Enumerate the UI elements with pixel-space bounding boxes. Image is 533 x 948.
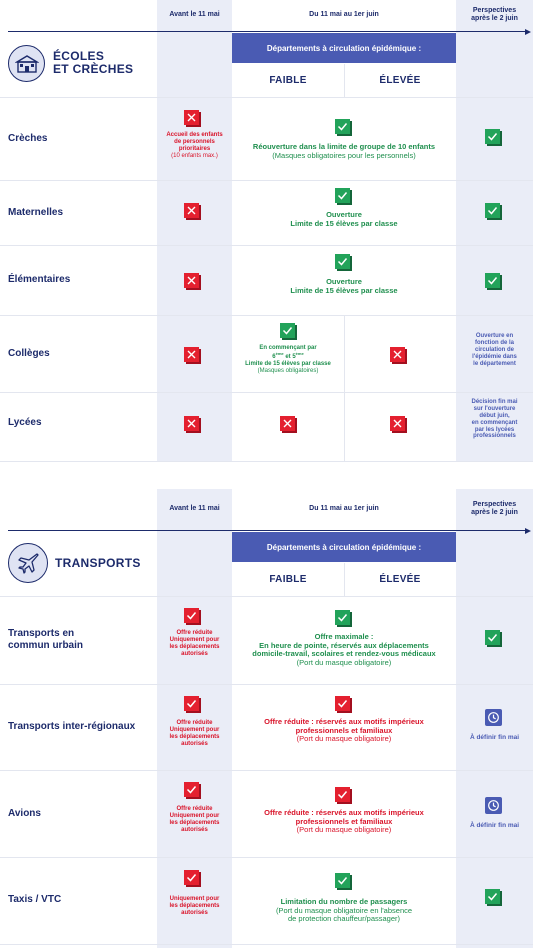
cell-line: Limite de 15 élèves par classe — [290, 218, 398, 228]
check-red-icon — [184, 782, 201, 799]
cell-before — [157, 806, 232, 834]
cell-line: En commençant par — [259, 345, 317, 351]
cell-line: circulation de — [474, 346, 514, 353]
cell-line: prioritaires — [178, 145, 211, 152]
check-icon — [335, 610, 352, 627]
cross-icon — [390, 416, 407, 433]
ordinal-suffix: ème — [275, 350, 284, 356]
cell-after — [456, 399, 533, 440]
cell-line: professionnels — [473, 433, 516, 440]
cell-line: professionnels et familiaux — [295, 816, 393, 826]
divider — [0, 857, 533, 858]
check-icon — [485, 630, 502, 647]
section-icon-schools — [8, 45, 45, 82]
section-icon-transports — [8, 543, 48, 583]
section-title-schools — [53, 50, 133, 76]
section-title-line1: ÉCOLES — [53, 49, 105, 63]
divider — [0, 944, 533, 945]
cell-line: (Port du masque obligatoire) — [296, 734, 392, 744]
column-header-after-line1: Perspectives — [472, 6, 517, 14]
cell-line: les déplacements — [169, 733, 220, 740]
cross-icon — [184, 416, 201, 433]
column-header-after — [456, 0, 533, 30]
check-red-icon — [335, 696, 352, 713]
timeline-arrow — [8, 31, 526, 32]
column-header-during: Du 11 mai au 1er juin — [309, 10, 379, 18]
cell-line: (Port du masque obligatoire en l'absence — [275, 905, 413, 915]
cell-before — [157, 630, 232, 658]
cell-line: professionnels et familiaux — [295, 725, 393, 735]
subheader-low: FAIBLE — [269, 75, 307, 86]
cell-line: Uniquement pour — [169, 896, 220, 902]
divider — [344, 563, 345, 596]
cell-line: (Masques obligatoires) — [257, 367, 319, 374]
cell-line: Limite de 15 élèves par classe — [290, 285, 398, 295]
row-label-line: Transports en — [8, 628, 75, 639]
divider — [0, 245, 533, 246]
cell-line: sur l'ouverture — [473, 405, 516, 412]
cell-line: (10 enfants max.) — [171, 152, 218, 159]
check-red-icon — [184, 696, 201, 713]
cell-line: domicile-travail, scolaires et rendez-vous médicaux — [252, 649, 436, 659]
arrow-head-icon — [525, 528, 531, 534]
grade: 6 — [272, 353, 276, 360]
check-red-icon — [184, 870, 201, 887]
cell-line: par les lycées — [474, 426, 515, 433]
check-red-icon — [184, 608, 201, 625]
column-header-before: Avant le 11 mai — [169, 10, 220, 18]
divider — [344, 315, 345, 462]
check-icon — [485, 129, 502, 146]
cell-line — [232, 352, 344, 361]
cell-line: les déplacements — [169, 643, 220, 650]
cell-line: (Port du masque obligatoire) — [296, 657, 392, 667]
check-icon — [335, 119, 352, 136]
cell-during — [232, 633, 456, 668]
column-header-after — [456, 489, 533, 529]
section-title-line2: ET CRÈCHES — [53, 62, 134, 77]
check-red-icon — [335, 787, 352, 804]
cell-line: (Masques obligatoires pour les personnels) — [272, 150, 416, 160]
ordinal-suffix: ème — [295, 350, 304, 356]
row-label: Crèches — [8, 132, 48, 144]
cell-line: Ouverture en — [475, 333, 514, 339]
cell-line: Limite de 15 élèves par classe — [245, 360, 331, 367]
cell-low — [232, 345, 344, 375]
cell-after: À définir fin mai — [469, 822, 520, 829]
cell-line: Offre réduite — [176, 630, 213, 636]
cell-during — [232, 211, 456, 228]
cell-during — [232, 143, 456, 160]
cross-icon — [184, 347, 201, 364]
row-label — [8, 596, 83, 684]
row-label: Taxis / VTC — [8, 894, 62, 905]
divider — [0, 180, 533, 181]
cross-icon — [184, 110, 201, 127]
school-icon — [15, 54, 39, 74]
cell-line: Réouverture dans la limite de groupe de 10 enfants — [252, 142, 436, 151]
cell-line: Offre réduite : réservés aux motifs impérieux — [264, 808, 424, 817]
row-label: Transports inter-régionaux — [8, 721, 136, 732]
cell-line: de protection chauffeur/passager) — [287, 914, 401, 924]
cell-during — [232, 278, 456, 295]
timeline-arrow — [8, 530, 526, 531]
cell-line: en commençant — [471, 419, 518, 426]
cell-line: En heure de pointe, réservés aux déplacements — [259, 640, 429, 650]
row-label: Élémentaires — [8, 274, 71, 285]
column-header-after-line1: Perspectives — [472, 500, 517, 508]
cell-line: Limitation du nombre de passagers — [280, 897, 408, 906]
cross-icon — [184, 273, 201, 290]
row-label: Collèges — [8, 347, 50, 359]
cell-line: (Port du masque obligatoire) — [296, 825, 392, 835]
cell-line: Uniquement pour — [169, 812, 220, 819]
cell-line: début juin, — [479, 412, 510, 419]
epidemic-banner: Départements à circulation épidémique : — [232, 532, 456, 562]
cell-line: Accueil des enfants — [166, 132, 223, 138]
subheader-high: ÉLEVÉE — [379, 574, 421, 585]
column-header-after-line2: après le 2 juin — [471, 509, 518, 516]
cell-line: autorisés — [181, 909, 208, 916]
cell-line: Offre réduite — [176, 806, 213, 812]
row-label: Avions — [8, 807, 41, 819]
check-icon — [335, 254, 352, 271]
airplane-icon — [16, 551, 40, 575]
cell-before — [157, 132, 232, 160]
cell-line: autorisés — [181, 650, 208, 657]
cell-line: Offre réduite : réservés aux motifs impérieux — [264, 717, 424, 726]
divider — [0, 392, 533, 393]
cell-line: de personnels — [174, 138, 215, 145]
clock-icon — [485, 797, 502, 814]
cross-icon — [184, 203, 201, 220]
row-label: Lycées — [8, 417, 42, 428]
cell-line: Uniquement pour — [169, 726, 220, 733]
cell-during — [232, 809, 456, 835]
cell-line: autorisés — [181, 826, 208, 833]
cell-after: À définir fin mai — [469, 734, 520, 741]
cell-line: Ouverture — [326, 277, 362, 286]
divider — [0, 461, 533, 462]
cell-line: Offre maximale : — [314, 632, 374, 641]
divider — [0, 97, 533, 98]
section-title-transports: TRANSPORTS — [55, 556, 141, 570]
column-header-before: Avant le 11 mai — [169, 504, 220, 512]
cell-line: Décision fin mai — [471, 399, 518, 405]
column-header-during: Du 11 mai au 1er juin — [309, 504, 379, 512]
cross-icon — [390, 347, 407, 364]
divider — [0, 770, 533, 771]
cell-line: le département — [473, 360, 516, 367]
check-icon — [485, 203, 502, 220]
cell-line: Ouverture — [326, 210, 362, 219]
cell-during — [232, 898, 456, 924]
check-icon — [335, 188, 352, 205]
check-icon — [280, 323, 297, 340]
check-icon — [485, 889, 502, 906]
cell-line: Offre réduite — [176, 720, 213, 726]
cell-after — [456, 333, 533, 367]
column-header-after-line2: après le 2 juin — [471, 15, 518, 22]
clock-icon — [485, 709, 502, 726]
check-icon — [335, 873, 352, 890]
epidemic-banner: Départements à circulation épidémique : — [232, 33, 456, 63]
cell-line: Uniquement pour — [169, 636, 220, 643]
grade: et 5 — [283, 353, 296, 360]
check-icon — [485, 273, 502, 290]
divider — [344, 64, 345, 97]
subheader-low: FAIBLE — [269, 574, 307, 585]
arrow-head-icon — [525, 29, 531, 35]
cell-line: les déplacements — [169, 902, 220, 909]
cell-line: les déplacements — [169, 819, 220, 826]
cell-before — [157, 896, 232, 917]
subheader-high: ÉLEVÉE — [379, 75, 421, 86]
cross-icon — [280, 416, 297, 433]
cell-during — [232, 718, 456, 744]
cell-line: l'épidémie dans — [472, 353, 517, 360]
cell-before — [157, 720, 232, 748]
row-label-line: commun urbain — [8, 640, 84, 651]
cell-line: fonction de la — [475, 339, 514, 346]
row-label: Maternelles — [8, 206, 64, 218]
cell-line: autorisés — [181, 740, 208, 747]
divider — [0, 315, 533, 316]
